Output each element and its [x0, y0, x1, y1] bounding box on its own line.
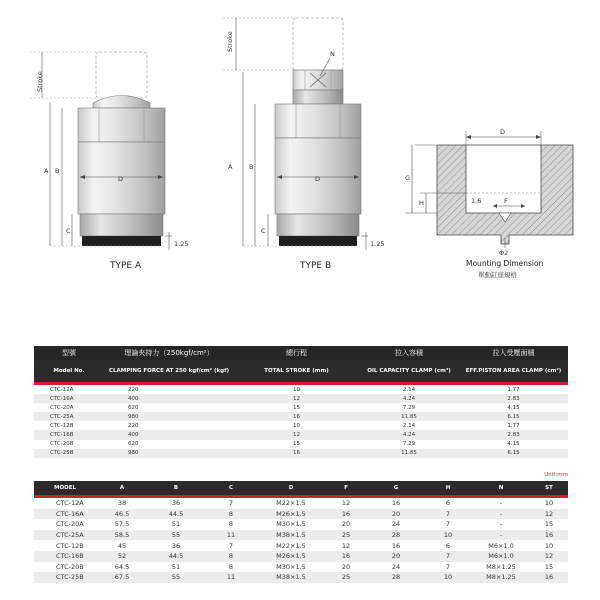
dimension-table-cell: CTC-25A — [34, 530, 96, 541]
spec-table-row — [34, 412, 568, 421]
dimension-header-cell: G — [368, 481, 424, 497]
dim-h-label: H — [419, 199, 424, 207]
dim-16-label: 1.6 — [471, 197, 482, 205]
dimension-table-cell: M22×1.5 — [258, 540, 324, 551]
spec-table-cell: 2.83 — [459, 430, 568, 439]
spec-table-cell: 6.15 — [459, 412, 568, 421]
dimension-table-cell: 16 — [530, 572, 568, 583]
dimension-table — [34, 481, 568, 583]
dimension-table-body — [34, 497, 568, 583]
spec-table-cell: 220 — [104, 421, 234, 430]
dim-c-label-b: C — [261, 227, 266, 235]
spec-table-cell: 7.29 — [359, 440, 459, 449]
dim-g-label: G — [405, 174, 411, 182]
spec-table-cell: 4.15 — [459, 440, 568, 449]
dimension-header-cell: B — [148, 481, 204, 497]
spec-table-cell: 4.24 — [359, 394, 459, 403]
dimension-header-cell: D — [258, 481, 324, 497]
dimension-header-cell: N — [472, 481, 530, 497]
dimension-table-cell: CTC-12B — [34, 540, 96, 551]
mounting-dimension-drawing — [405, 131, 573, 248]
dimension-table-cell: 8 — [204, 562, 258, 573]
dimension-table-cell: M8×1.25 — [472, 572, 530, 583]
dimension-table-cell: 8 — [204, 551, 258, 562]
dimension-table-cell: 67.5 — [96, 572, 148, 583]
spec-table-cell: 2.14 — [359, 384, 459, 395]
dimension-table-cell: - — [472, 509, 530, 520]
spec-table-cell: 10 — [234, 384, 359, 395]
dimension-table-cell: 6 — [424, 497, 472, 509]
dimension-table-cell: 10 — [530, 540, 568, 551]
dimension-table-cell: M26×1.5 — [258, 551, 324, 562]
dimension-header-cell: H — [424, 481, 472, 497]
unit-label: Unit:mm — [544, 472, 568, 478]
dimension-table-cell: CTC-25B — [34, 572, 96, 583]
dimension-table-cell: M6×1.0 — [472, 540, 530, 551]
dimension-table-cell: 15 — [530, 519, 568, 530]
dimension-table-cell: 44.5 — [148, 509, 204, 520]
dim-n-label: N — [330, 50, 335, 58]
spec-header-zh: 拉入容積 — [359, 346, 459, 360]
dimension-table-cell: 16 — [530, 530, 568, 541]
dimension-table-cell: 12 — [530, 509, 568, 520]
dimension-table-cell: M38×1.5 — [258, 530, 324, 541]
mounting-title: Mounting Dimension — [466, 259, 544, 268]
dimension-table-cell: 12 — [324, 540, 368, 551]
dimension-table-cell: M38×1.5 — [258, 572, 324, 583]
spec-table-cell: 400 — [104, 394, 234, 403]
spec-header-zh: 總行程 — [234, 346, 359, 360]
dim-125-label-b: 1.25 — [370, 240, 385, 248]
spec-table-row — [34, 440, 568, 449]
dimension-table-cell: 64.5 — [96, 562, 148, 573]
dimension-table-cell: - — [472, 519, 530, 530]
dimension-table-cell: CTC-20A — [34, 519, 96, 530]
dimension-table-cell: 52 — [96, 551, 148, 562]
spec-table-row — [34, 421, 568, 430]
dimension-table-cell: 7 — [204, 497, 258, 509]
spec-table-cell: 220 — [104, 384, 234, 395]
dim-d-label-a: D — [118, 175, 124, 183]
dimension-table-cell: 51 — [148, 562, 204, 573]
dimension-table-cell: CTC-20B — [34, 562, 96, 573]
dimension-table-row — [34, 540, 568, 551]
spec-table-row — [34, 430, 568, 439]
dimension-table-cell: 25 — [324, 572, 368, 583]
dimension-header-cell: MODEL — [34, 481, 96, 497]
dimension-table-cell: 55 — [148, 530, 204, 541]
spec-table-cell: CTC-12B — [34, 421, 104, 430]
dimension-table-cell: 36 — [148, 497, 204, 509]
dimension-table-cell: 7 — [204, 540, 258, 551]
stroke-label-a: Stroke — [36, 71, 44, 92]
dim-b-label-b: B — [249, 163, 254, 171]
dim-a-label-b: A — [228, 163, 233, 171]
spec-table-cell: 15 — [234, 440, 359, 449]
spec-header-en: Model No. — [34, 360, 104, 384]
dimension-table-cell: 16 — [368, 540, 424, 551]
spec-table-body — [34, 384, 568, 458]
spec-table — [34, 346, 568, 458]
dimension-table-cell: 20 — [368, 509, 424, 520]
dim-c-label-a: C — [66, 227, 71, 235]
dimension-table-cell: CTC-16A — [34, 509, 96, 520]
spec-table-cell: 980 — [104, 412, 234, 421]
spec-table-cell: CTC-12A — [34, 384, 104, 395]
dimension-table-cell: M8×1.25 — [472, 562, 530, 573]
type-a-label: TYPE A — [110, 261, 142, 271]
spec-header-zh: 型號 — [34, 346, 104, 360]
spec-header-en: EFF.PISTON AREA CLAMP (cm²) — [459, 360, 568, 384]
dimension-table-cell: 7 — [424, 551, 472, 562]
dimension-table-cell: 7 — [424, 509, 472, 520]
dimension-table-cell: 20 — [324, 519, 368, 530]
type-b-label: TYPE B — [300, 261, 332, 271]
dimension-table-cell: CTC-16B — [34, 551, 96, 562]
type-b-drawing — [222, 18, 368, 250]
dim-b-label-a: B — [55, 167, 60, 175]
dimension-table-cell: 10 — [424, 530, 472, 541]
dim-f-label: F — [504, 197, 508, 205]
dimension-table-row — [34, 509, 568, 520]
dimension-table-cell: 28 — [368, 530, 424, 541]
spec-table-cell: 6.15 — [459, 449, 568, 458]
spec-table-row — [34, 449, 568, 458]
dimension-table-cell: 7 — [424, 519, 472, 530]
spec-table-cell: 2.83 — [459, 394, 568, 403]
dimension-table-cell: M6×1.0 — [472, 551, 530, 562]
dimension-table-cell: 11 — [204, 530, 258, 541]
spec-table-cell: 10 — [234, 421, 359, 430]
dimension-table-row — [34, 497, 568, 509]
type-a-drawing — [30, 52, 172, 250]
technical-drawings — [0, 0, 600, 290]
dim-125-label-a: 1.25 — [174, 240, 189, 248]
spec-table-cell: CTC-16A — [34, 394, 104, 403]
spec-table-cell: CTC-25B — [34, 449, 104, 458]
spec-table-cell: 2.14 — [359, 421, 459, 430]
dimension-table-cell: - — [472, 497, 530, 509]
dimension-table-cell: 58.5 — [96, 530, 148, 541]
dimension-table-cell: CTC-12A — [34, 497, 96, 509]
spec-header-en: CLAMPING FORCE AT 250 kgf/cm² (kgf) — [104, 360, 234, 384]
dimension-table-cell: - — [472, 530, 530, 541]
spec-header-en: OIL CAPACITY CLAMP (cm³) — [359, 360, 459, 384]
dim-d-label-mount: D — [500, 128, 506, 136]
spec-table-cell: 11.85 — [359, 449, 459, 458]
dimension-table-cell: 44.5 — [148, 551, 204, 562]
dimension-table-cell: 16 — [324, 509, 368, 520]
dimension-table-cell: M22×1.5 — [258, 497, 324, 509]
dimension-table-cell: 8 — [204, 509, 258, 520]
dimension-table-cell: 55 — [148, 572, 204, 583]
dimension-table-cell: 16 — [368, 497, 424, 509]
dimension-table-row — [34, 519, 568, 530]
dimension-table-cell: 25 — [324, 530, 368, 541]
stroke-label-b: Stroke — [226, 31, 234, 52]
dimension-table-row — [34, 530, 568, 541]
dim-d-label-b: D — [315, 175, 321, 183]
spec-table-cell: 400 — [104, 430, 234, 439]
dimension-table-cell: 45 — [96, 540, 148, 551]
dimension-table-cell: M30×1.5 — [258, 562, 324, 573]
dimension-table-cell: M26×1.5 — [258, 509, 324, 520]
dimension-table-cell: 36 — [148, 540, 204, 551]
dimension-table-cell: 6 — [424, 540, 472, 551]
dimension-table-cell: 51 — [148, 519, 204, 530]
spec-table-cell: 15 — [234, 403, 359, 412]
spec-table-row — [34, 394, 568, 403]
spec-table-cell: 1.77 — [459, 384, 568, 395]
spec-table-cell: 7.29 — [359, 403, 459, 412]
dimension-table-cell: 57.5 — [96, 519, 148, 530]
dimension-table-cell: 20 — [368, 551, 424, 562]
dimension-table-cell: 8 — [204, 519, 258, 530]
spec-table-cell: 12 — [234, 430, 359, 439]
spec-table-cell: 16 — [234, 449, 359, 458]
dimension-table-cell: 15 — [530, 562, 568, 573]
dimension-table-header — [34, 481, 568, 497]
spec-table-cell: CTC-25A — [34, 412, 104, 421]
spec-table-cell: CTC-20B — [34, 440, 104, 449]
dimension-table-cell: 7 — [424, 562, 472, 573]
dimension-table-cell: 20 — [324, 562, 368, 573]
spec-table-cell: 12 — [234, 394, 359, 403]
dimension-table-cell: 12 — [324, 497, 368, 509]
dimension-table-cell: 46.5 — [96, 509, 148, 520]
spec-table-cell: 980 — [104, 449, 234, 458]
dim-a-label-a: A — [44, 167, 49, 175]
spec-table-row — [34, 403, 568, 412]
spec-table-cell: 16 — [234, 412, 359, 421]
dimension-header-cell: ST — [530, 481, 568, 497]
spec-table-cell: 4.24 — [359, 430, 459, 439]
mounting-subtitle: 單動缸座規格 — [478, 271, 517, 279]
dimension-table-cell: 10 — [530, 497, 568, 509]
dimension-header-cell: F — [324, 481, 368, 497]
spec-header-zh: 拉入受壓面積 — [459, 346, 568, 360]
dimension-table-row — [34, 562, 568, 573]
spec-table-row — [34, 384, 568, 395]
dimension-table-cell: 11 — [204, 572, 258, 583]
dimension-header-cell: C — [204, 481, 258, 497]
spec-table-cell: 11.85 — [359, 412, 459, 421]
spec-table-cell: 620 — [104, 440, 234, 449]
dimension-table-cell: 12 — [530, 551, 568, 562]
dimension-table-cell: 24 — [368, 562, 424, 573]
dimension-table-cell: 10 — [424, 572, 472, 583]
spec-header-en: TOTAL STROKE (mm) — [234, 360, 359, 384]
dimension-table-row — [34, 572, 568, 583]
spec-table-cell: CTC-16B — [34, 430, 104, 439]
dimension-header-cell: A — [96, 481, 148, 497]
dimension-table-cell: 16 — [324, 551, 368, 562]
spec-header-zh: 理論夾持力（250kgf/cm²） — [104, 346, 234, 360]
dimension-table-cell: 24 — [368, 519, 424, 530]
dimension-table-row — [34, 551, 568, 562]
dimension-table-cell: 28 — [368, 572, 424, 583]
spec-table-cell: 620 — [104, 403, 234, 412]
spec-table-cell: 1.77 — [459, 421, 568, 430]
dimension-table-cell: M30×1.5 — [258, 519, 324, 530]
dim-phi2-label: Φ2 — [499, 249, 509, 257]
spec-table-cell: 4.15 — [459, 403, 568, 412]
dimension-table-cell: 38 — [96, 497, 148, 509]
spec-table-cell: CTC-20A — [34, 403, 104, 412]
